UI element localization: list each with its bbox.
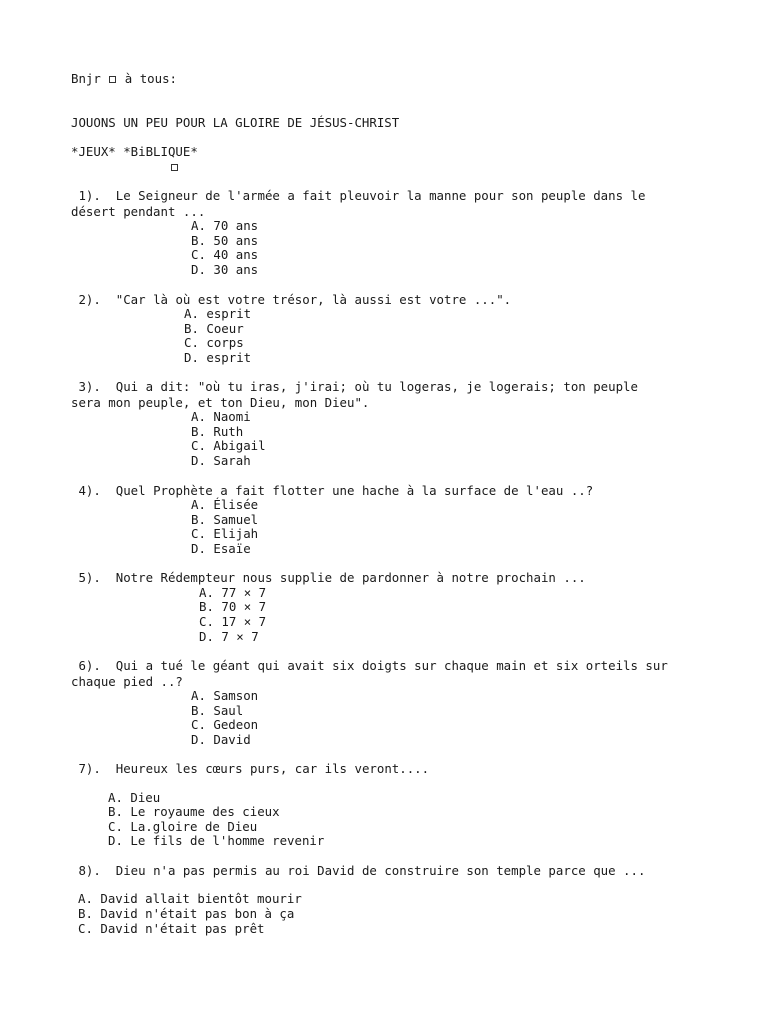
- options-list: [71, 586, 711, 644]
- question-text: [71, 379, 671, 410]
- question-text: [71, 863, 671, 878]
- question-2: [71, 292, 711, 366]
- option: C. 40 ans: [191, 247, 259, 263]
- question-body: Dieu n'a pas permis au roi David de construire son temple parce que ...: [115, 863, 646, 879]
- question-body: Le Seigneur de l'armée a fait pleuvoir la manne pour son peuple dans le désert pendant ...: [71, 188, 646, 219]
- greeting-after: à tous:: [117, 71, 177, 86]
- document: [71, 72, 711, 936]
- question-1: [71, 188, 711, 277]
- option: C. La.gloire de Dieu: [108, 818, 258, 834]
- question-body: Quel Prophète a fait flotter une hache à la surface de l'eau ..?: [115, 482, 594, 498]
- option: C. 17 × 7: [199, 613, 267, 629]
- option: B. Ruth: [191, 423, 244, 439]
- option: D. Sarah: [191, 452, 251, 468]
- question-text: [71, 483, 671, 498]
- question-body: Qui a dit: "où tu iras, j'irai; où tu logeras, je logerais; ton peuple sera mon peuple, et ton Dieu, mon Dieu".: [71, 379, 638, 410]
- greeting: [71, 72, 711, 87]
- option: C. Gedeon: [191, 717, 259, 733]
- option: A. 77 × 7: [199, 584, 267, 600]
- option: D. David: [191, 731, 251, 747]
- question-number: 1).: [71, 188, 101, 204]
- option: B. Saul: [191, 702, 244, 718]
- subtitle-glyph: [71, 160, 711, 175]
- option: C. Abigail: [191, 438, 266, 454]
- option: D. esprit: [184, 349, 252, 365]
- option: A. esprit: [184, 305, 252, 321]
- question-body: Heureux les cœurs purs, car ils veront....: [115, 761, 430, 777]
- option: B. David n'était pas bon à ça: [78, 906, 295, 922]
- option: B. Le royaume des cieux: [108, 804, 280, 820]
- question-body: Notre Rédempteur nous supplie de pardonner à notre prochain ...: [115, 570, 586, 586]
- option: D. Esaïe: [191, 540, 251, 556]
- option: A. David allait bientôt mourir: [78, 891, 302, 907]
- options-list: [71, 892, 711, 936]
- question-number: 2).: [71, 291, 101, 307]
- question-4: [71, 483, 711, 557]
- options-list: [71, 410, 711, 468]
- option: B. 70 × 7: [199, 599, 267, 615]
- question-number: 3).: [71, 379, 101, 395]
- option: B. Samuel: [191, 511, 259, 527]
- greeting-before: Bnjr: [71, 71, 109, 86]
- options-list: [71, 689, 711, 747]
- question-text: [71, 188, 671, 219]
- question-5: [71, 570, 711, 644]
- option: C. David n'était pas prêt: [78, 920, 265, 936]
- option: A. Naomi: [191, 409, 251, 425]
- question-number: 5).: [71, 570, 101, 586]
- question-text: [71, 292, 671, 307]
- options-list: [71, 307, 711, 365]
- question-number: 4).: [71, 482, 101, 498]
- question-number: 6).: [71, 658, 101, 674]
- options-list: [71, 791, 711, 849]
- option: D. Le fils de l'homme revenir: [108, 833, 325, 849]
- option: A. 70 ans: [191, 218, 259, 234]
- option: D. 30 ans: [191, 261, 259, 277]
- question-body: Qui a tué le géant qui avait six doigts sur chaque main et six orteils sur chaque pied ..?: [71, 658, 668, 689]
- option: C. Elijah: [191, 526, 259, 542]
- option: A. Samson: [191, 687, 259, 703]
- box-glyph-icon: [171, 164, 178, 171]
- options-list: [71, 498, 711, 556]
- question-8: [71, 863, 711, 936]
- option: A. Élisée: [191, 496, 259, 512]
- question-number: 8).: [71, 863, 101, 879]
- options-list: [71, 219, 711, 277]
- question-text: [71, 658, 671, 689]
- option: C. corps: [184, 335, 244, 351]
- option: B. 50 ans: [191, 232, 259, 248]
- question-body: "Car là où est votre trésor, là aussi est votre ...".: [115, 291, 512, 307]
- option: B. Coeur: [184, 320, 244, 336]
- question-6: [71, 658, 711, 747]
- question-7: [71, 761, 711, 849]
- question-3: [71, 379, 711, 468]
- option: D. 7 × 7: [199, 628, 259, 644]
- question-text: [71, 761, 671, 776]
- question-text: [71, 570, 671, 585]
- option: A. Dieu: [108, 789, 161, 805]
- question-number: 7).: [71, 761, 101, 777]
- box-glyph-icon: [109, 76, 116, 83]
- page-title: JOUONS UN PEU POUR LA GLOIRE DE JÉSUS-CHRIST: [71, 114, 400, 130]
- subtitle: *JEUX* *BiBLIQUE*: [71, 144, 198, 160]
